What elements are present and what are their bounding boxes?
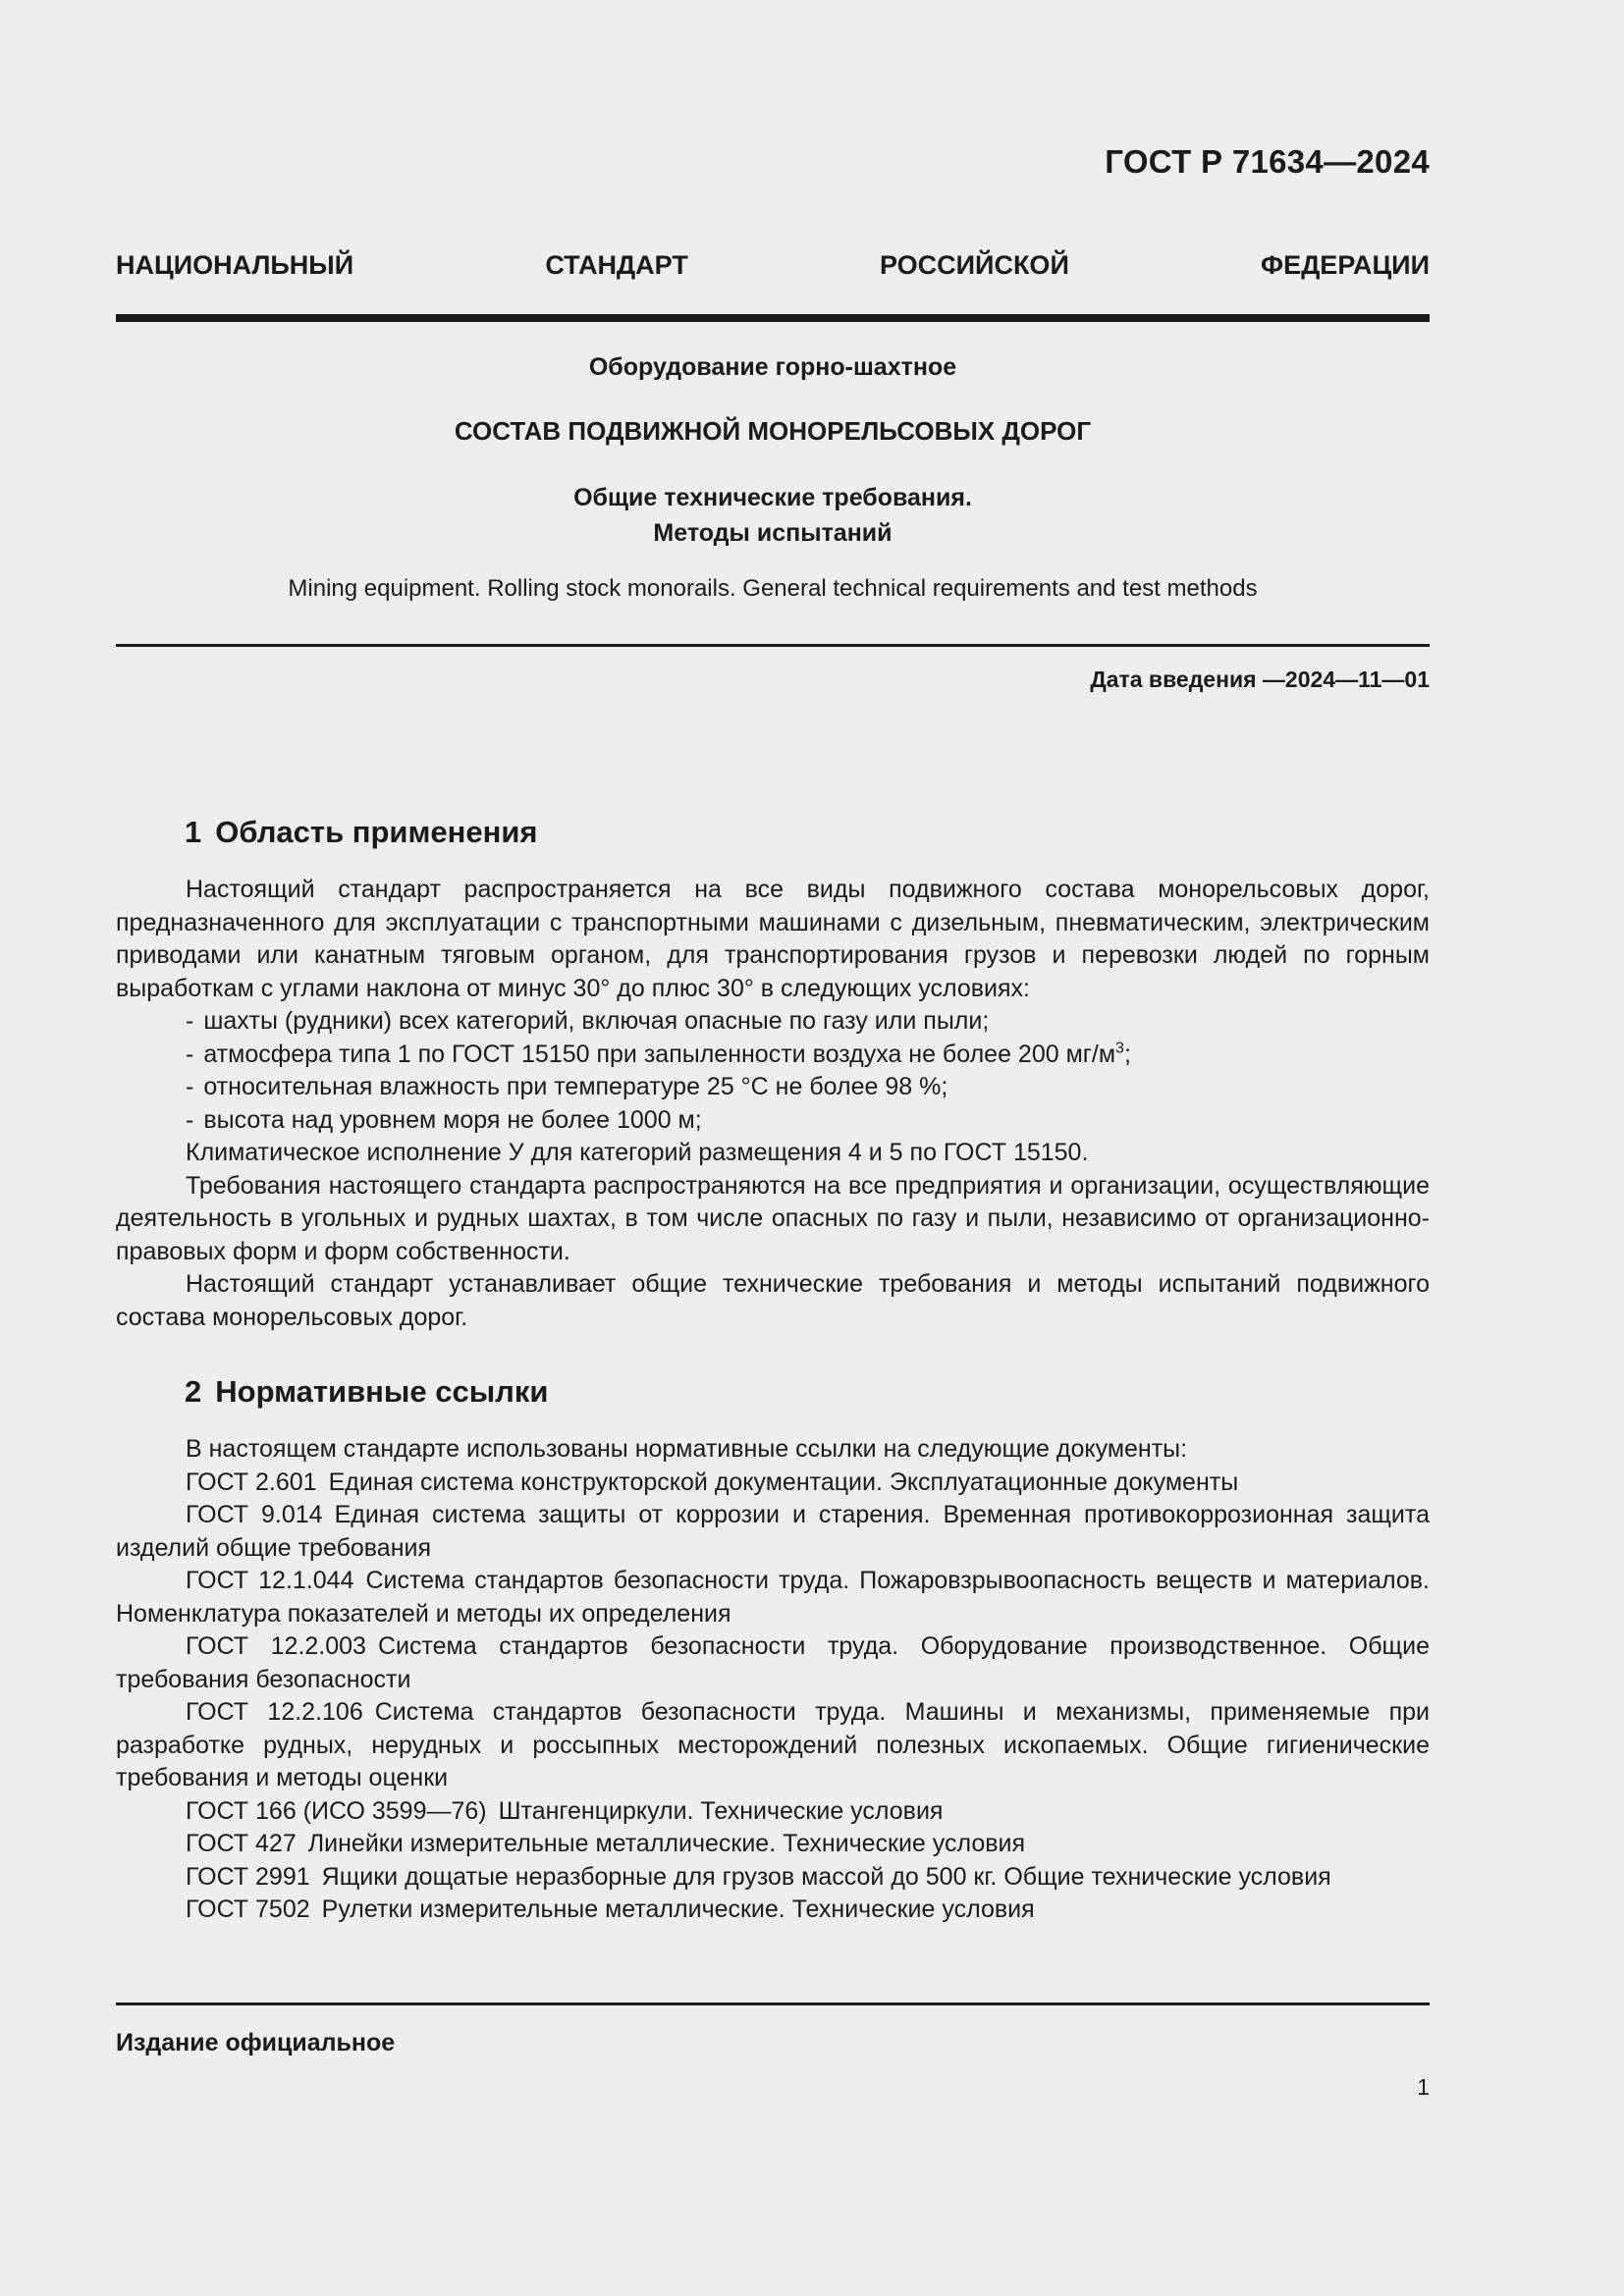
subtitle-line-2: Методы испытаний	[653, 519, 893, 547]
paragraph: Настоящий стандарт устанавливает общие технические требования и методы испытаний подвижного состава монорельсовых дорог.	[116, 1270, 1430, 1331]
section-1-body	[116, 874, 1430, 1334]
reference-item	[116, 1894, 1430, 1927]
document-id: ГОСТ Р 71634—2024	[1105, 143, 1430, 180]
paragraph: В настоящем стандарте использованы нормативные ссылки на следующие документы:	[186, 1435, 1188, 1463]
reference-text: Штангенциркули. Технические условия	[498, 1796, 944, 1825]
document-category: Оборудование горно-шахтное	[588, 353, 957, 381]
list-item-text: атмосфера типа 1 по ГОСТ 15150 при запыленности воздуха не более 200 мг/м	[203, 1040, 1116, 1068]
list-item: - высота над уровнем моря не более 1000 м;	[186, 1105, 702, 1134]
subtitle-line-1: Общие технические требования.	[573, 484, 972, 511]
national-standard-banner: НАЦИОНАЛЬНЫЙ СТАНДАРТ РОССИЙСКОЙ ФЕДЕРАЦИИ	[116, 250, 1430, 280]
section-number: 2	[185, 1374, 202, 1409]
reference-code: ГОСТ 9.014	[186, 1501, 323, 1528]
reference-item	[116, 1795, 1430, 1829]
reference-text: Рулетки измерительные металлические. Технические условия	[321, 1896, 1035, 1923]
reference-text: Единая система конструкторской документации. Эксплуатационные документы	[328, 1468, 1239, 1496]
title-rule	[116, 644, 1430, 647]
section-2-body	[116, 1433, 1430, 1927]
reference-text: Ящики дощатые неразборные для грузов массой до 500 кг. Общие технические условия	[321, 1862, 1331, 1891]
paragraph: Настоящий стандарт распространяется на все виды подвижного состава монорельсовых дорог, предназначенного для эксплуатации с транспортными машинами с дизельным, пневматическим, электрическим приводами или канатным тяговым органом, для транспортирования грузов и перевозки людей по горным выработкам с углами наклона от минус 30° до плюс 30° в следующих условиях:	[116, 876, 1430, 1002]
reference-code: ГОСТ 12.2.106	[186, 1698, 363, 1726]
reference-item	[116, 1565, 1430, 1630]
reference-text: Система стандартов безопасности труда. Пожаровзрывоопасность веществ и материалов. Номенклатура показателей и методы их определения	[116, 1567, 1430, 1628]
section-title: Область применения	[215, 815, 538, 849]
section-title: Нормативные ссылки	[215, 1374, 549, 1409]
list-item-tail: ;	[1123, 1040, 1131, 1068]
english-title: Mining equipment. Rolling stock monorails. General technical requirements and test methods	[288, 575, 1258, 602]
reference-item	[116, 1861, 1430, 1895]
reference-item	[116, 1499, 1430, 1565]
reference-text: Система стандартов безопасности труда. Оборудование производственное. Общие требования безопасности	[116, 1632, 1430, 1693]
footer-rule	[116, 2002, 1430, 2005]
reference-text: Линейки измерительные металлические. Технические условия	[307, 1830, 1026, 1857]
reference-code: ГОСТ 2.601	[186, 1468, 317, 1496]
reference-code: ГОСТ 12.1.044	[186, 1567, 354, 1594]
document-title: СОСТАВ ПОДВИЖНОЙ МОНОРЕЛЬСОВЫХ ДОРОГ	[454, 416, 1092, 446]
header-rule	[116, 314, 1430, 322]
reference-code: ГОСТ 7502	[186, 1896, 310, 1923]
reference-text: Единая система защиты от коррозии и старения. Временная противокоррозионная защита изделий общие требования	[116, 1501, 1430, 1562]
superscript: 3	[1115, 1040, 1124, 1057]
reference-code: ГОСТ 427	[186, 1830, 297, 1857]
edition-label: Издание официальное	[116, 2029, 396, 2056]
paragraph: Требования настоящего стандарта распространяются на все предприятия и организации, осуществляющие деятельность в угольных и рудных шахтах, в том числе опасных по газу и пыли, независимо от организационно-правовых форм и форм собственности.	[116, 1171, 1430, 1265]
reference-code: ГОСТ 166 (ИСО 3599—76)	[186, 1796, 487, 1825]
page-number: 1	[1417, 2074, 1430, 2100]
list-item-text: относительная влажность при температуре 25 °С не более 98 %;	[203, 1073, 948, 1100]
reference-item	[116, 1467, 1430, 1500]
document-subtitle	[116, 480, 1430, 551]
section-2-heading	[185, 1374, 548, 1410]
list-item-text: высота над уровнем моря не более 1000 м;	[203, 1105, 702, 1134]
paragraph: Климатическое исполнение У для категорий размещения 4 и 5 по ГОСТ 15150.	[186, 1139, 1089, 1166]
list-item: - шахты (рудники) всех категорий, включая опасные по газу или пыли;	[186, 1007, 990, 1035]
reference-code: ГОСТ 12.2.003	[186, 1632, 366, 1660]
reference-item	[116, 1828, 1430, 1861]
introduction-date: Дата введения —2024—11—01	[1090, 667, 1430, 692]
list-item: - относительная влажность при температуре 25 °С не более 98 %;	[186, 1073, 948, 1100]
section-number: 1	[185, 815, 202, 849]
reference-text: Система стандартов безопасности труда. Машины и механизмы, применяемые при разработке рудных, нерудных и россыпных месторождений полезных ископаемых. Общие гигиенические требования и методы оценки	[116, 1698, 1430, 1791]
reference-code: ГОСТ 2991	[186, 1862, 310, 1891]
section-1-heading	[185, 815, 538, 850]
list-item: - атмосфера типа 1 по ГОСТ 15150 при запыленности воздуха не более 200 $мг/м^3$;	[186, 1040, 1131, 1068]
list-item-text: шахты (рудники) всех категорий, включая опасные по газу или пыли;	[203, 1007, 990, 1035]
reference-item	[116, 1630, 1430, 1696]
reference-item	[116, 1696, 1430, 1795]
